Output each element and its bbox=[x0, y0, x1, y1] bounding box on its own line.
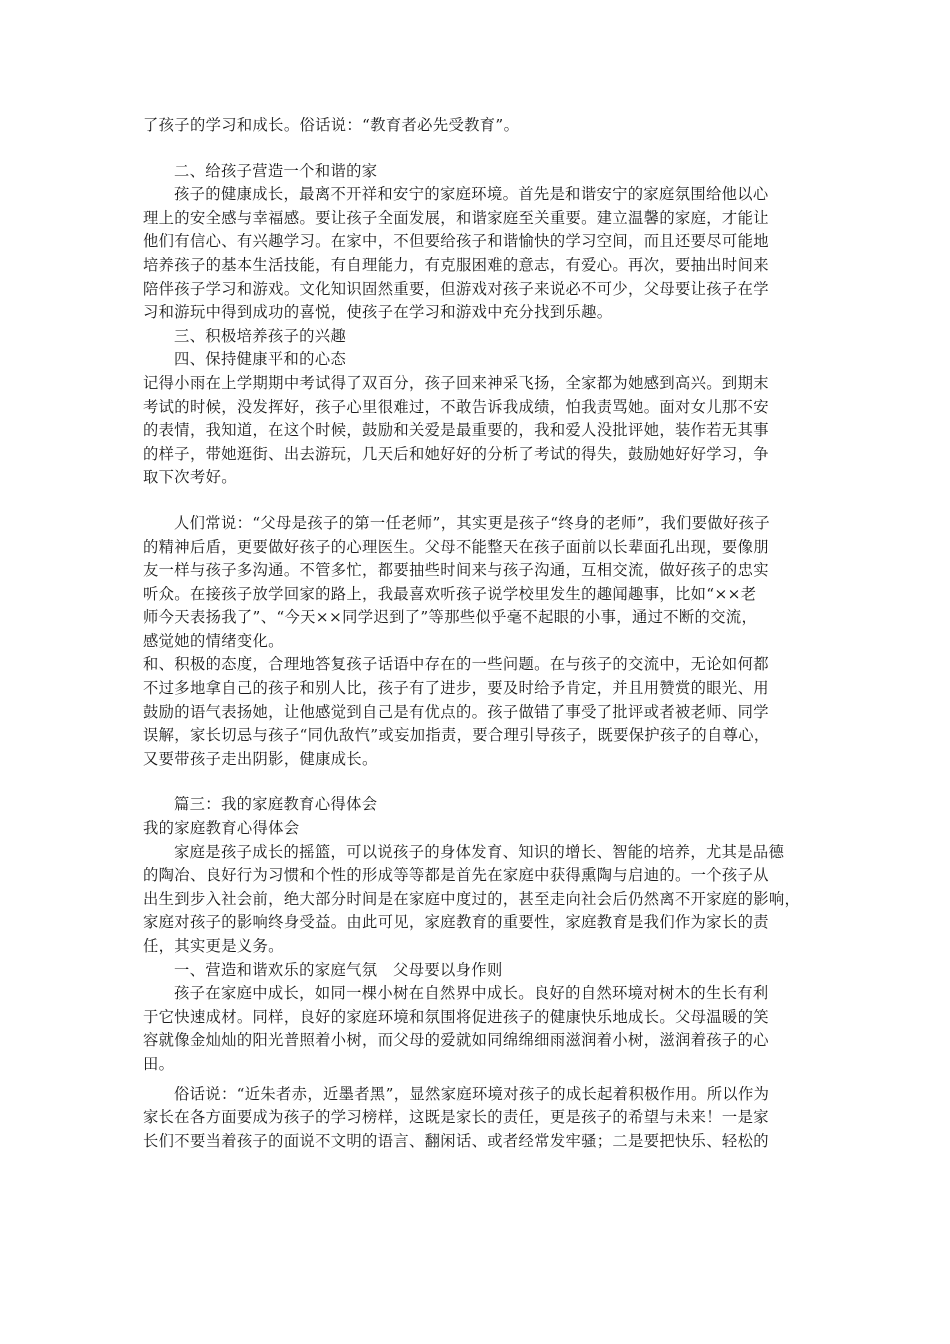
text-line: 听众。在接孩子放学回家的路上，我最喜欢听孩子说学校里发生的趣闻趣事，比如“××老 bbox=[143, 584, 757, 603]
text-line: 考试的时候，没发挥好，孩子心里很难过，不敢告诉我成绩，怕我责骂她。面对女儿那不安 bbox=[143, 397, 769, 416]
text-line: 家长在各方面要成为孩子的学习榜样，这既是家长的责任，更是孩子的希望与未来！一是家 bbox=[143, 1108, 769, 1127]
text-line: 师今天表扬我了”、“今天××同学迟到了”等那些似乎毫不起眼的小事，通过不断的交流， bbox=[143, 608, 758, 627]
text-line: 田。 bbox=[143, 1054, 175, 1073]
article-heading: 篇三：我的家庭教育心得体会 bbox=[174, 795, 378, 814]
text-line: 友一样与孩子多沟通。不管多忙，都要抽些时间来与孩子沟通，互相交流，做好孩子的忠实 bbox=[143, 561, 769, 580]
text-line: 陪伴孩子学习和游戏。文化知识固然重要，但游戏对孩子来说必不可少，父母要让孩子在学 bbox=[143, 279, 769, 298]
text-line: 人们常说：“父母是孩子的第一任老师”，其实更是孩子“终身的老师”，我们要做好孩子 bbox=[174, 513, 770, 532]
text-line: 孩子的健康成长，最离不开祥和安宁的家庭环境。首先是和谐安宁的家庭氛围给他以心 bbox=[174, 185, 769, 204]
section-heading: 三、积极培养孩子的兴趣 bbox=[174, 326, 347, 345]
text-line: 任，其实更是义务。 bbox=[143, 937, 284, 955]
text-line: 鼓励的语气表扬她，让他感觉到自己是有优点的。孩子做错了事受了批评或者被老师、同学 bbox=[143, 702, 769, 721]
section-heading: 四、保持健康平和的心态 bbox=[174, 350, 347, 369]
text-line: 家庭对孩子的影响终身受益。由此可见，家庭教育的重要性，家庭教育是我们作为家长的责 bbox=[143, 913, 769, 932]
text-line: 不过多地拿自己的孩子和别人比，孩子有了进步，要及时给予肯定，并且用赞赏的眼光、用 bbox=[143, 679, 769, 698]
text-line: 容就像金灿灿的阳光普照着小树，而父母的爱就如同绵绵细雨滋润着小树，滋润着孩子的心 bbox=[143, 1031, 769, 1050]
text-line: 又要带孩子走出阴影，健康成长。 bbox=[143, 749, 378, 768]
text-line: 了孩子的学习和成长。俗话说：“教育者必先受教育”。 bbox=[143, 116, 520, 134]
document-page bbox=[143, 114, 813, 1153]
text-line: 理上的安全感与幸福感。要让孩子全面发展，和谐家庭至关重要。建立温馨的家庭，才能让 bbox=[143, 208, 769, 227]
text-line: 和、积极的态度，合理地答复孩子话语中存在的一些问题。在与孩子的交流中，无论如何都 bbox=[143, 655, 769, 674]
text-line: 孩子在家庭中成长，如同一棵小树在自然界中成长。良好的自然环境对树木的生长有利 bbox=[174, 984, 769, 1003]
text-line: 他们有信心、有兴趣学习。在家中，不但要给孩子和谐愉快的学习空间，而且还要尽可能地 bbox=[143, 232, 769, 251]
text-line: 取下次考好。 bbox=[143, 468, 237, 487]
paragraph-gap bbox=[143, 490, 813, 512]
text-line: 出生到步入社会前，绝大部分时间是在家庭中度过的，甚至走向社会后仍然离不开家庭的影响， bbox=[143, 889, 801, 908]
text-line: 感觉她的情绪变化。 bbox=[143, 631, 284, 650]
paragraph-gap bbox=[143, 771, 813, 793]
text-line: 的精神后盾，更要做好孩子的心理医生。父母不能整天在孩子面前以长辈面孔出现，要像朋 bbox=[143, 537, 769, 556]
section-heading: 二、给孩子营造一个和谐的家 bbox=[174, 161, 378, 180]
text-line: 记得小雨在上学期期中考试得了双百分，孩子回来神采飞扬，全家都为她感到高兴。到期末 bbox=[143, 373, 769, 392]
text-line: 长们不要当着孩子的面说不文明的语言、翻闲话、或者经常发牢骚；二是要把快乐、轻松的 bbox=[143, 1131, 769, 1150]
section-heading: 一、营造和谐欢乐的家庭气氛 父母要以身作则 bbox=[174, 960, 503, 979]
text-line: 的陶冶、良好行为习惯和个性的形成等等都是首先在家庭中获得熏陶与启迪的。一个孩子从 bbox=[143, 866, 769, 885]
text-line: 于它快速成材。同样，良好的家庭环境和氛围将促进孩子的健康快乐地成长。父母温暖的笑 bbox=[143, 1007, 769, 1026]
text-line: 的样子，带她逛街、出去游玩，几天后和她好好的分析了考试的得失，鼓励她好好学习，争 bbox=[143, 444, 769, 463]
article-title: 我的家庭教育心得体会 bbox=[143, 819, 300, 838]
text-line: 习和游玩中得到成功的喜悦，使孩子在学习和游戏中充分找到乐趣。 bbox=[143, 303, 613, 322]
text-line: 培养孩子的基本生活技能，有自理能力，有克服困难的意志，有爱心。再次，要抽出时间来 bbox=[143, 255, 769, 274]
text-line: 误解，家长切忌与孩子“同仇敌忾”或妄加指责，要合理引导孩子，既要保护孩子的自尊心， bbox=[143, 726, 770, 745]
text-line: 俗话说：“近朱者赤，近墨者黑”，显然家庭环境对孩子的成长起着积极作用。所以作为 bbox=[174, 1084, 770, 1103]
text-line: 家庭是孩子成长的摇篮，可以说孩子的身体发育、知识的增长、智能的培养，尤其是品德 bbox=[174, 842, 785, 861]
text-line: 的表情，我知道，在这个时候，鼓励和关爱是最重要的，我和爱人没批评她，装作若无其事 bbox=[143, 421, 769, 440]
paragraph-gap bbox=[143, 138, 813, 160]
